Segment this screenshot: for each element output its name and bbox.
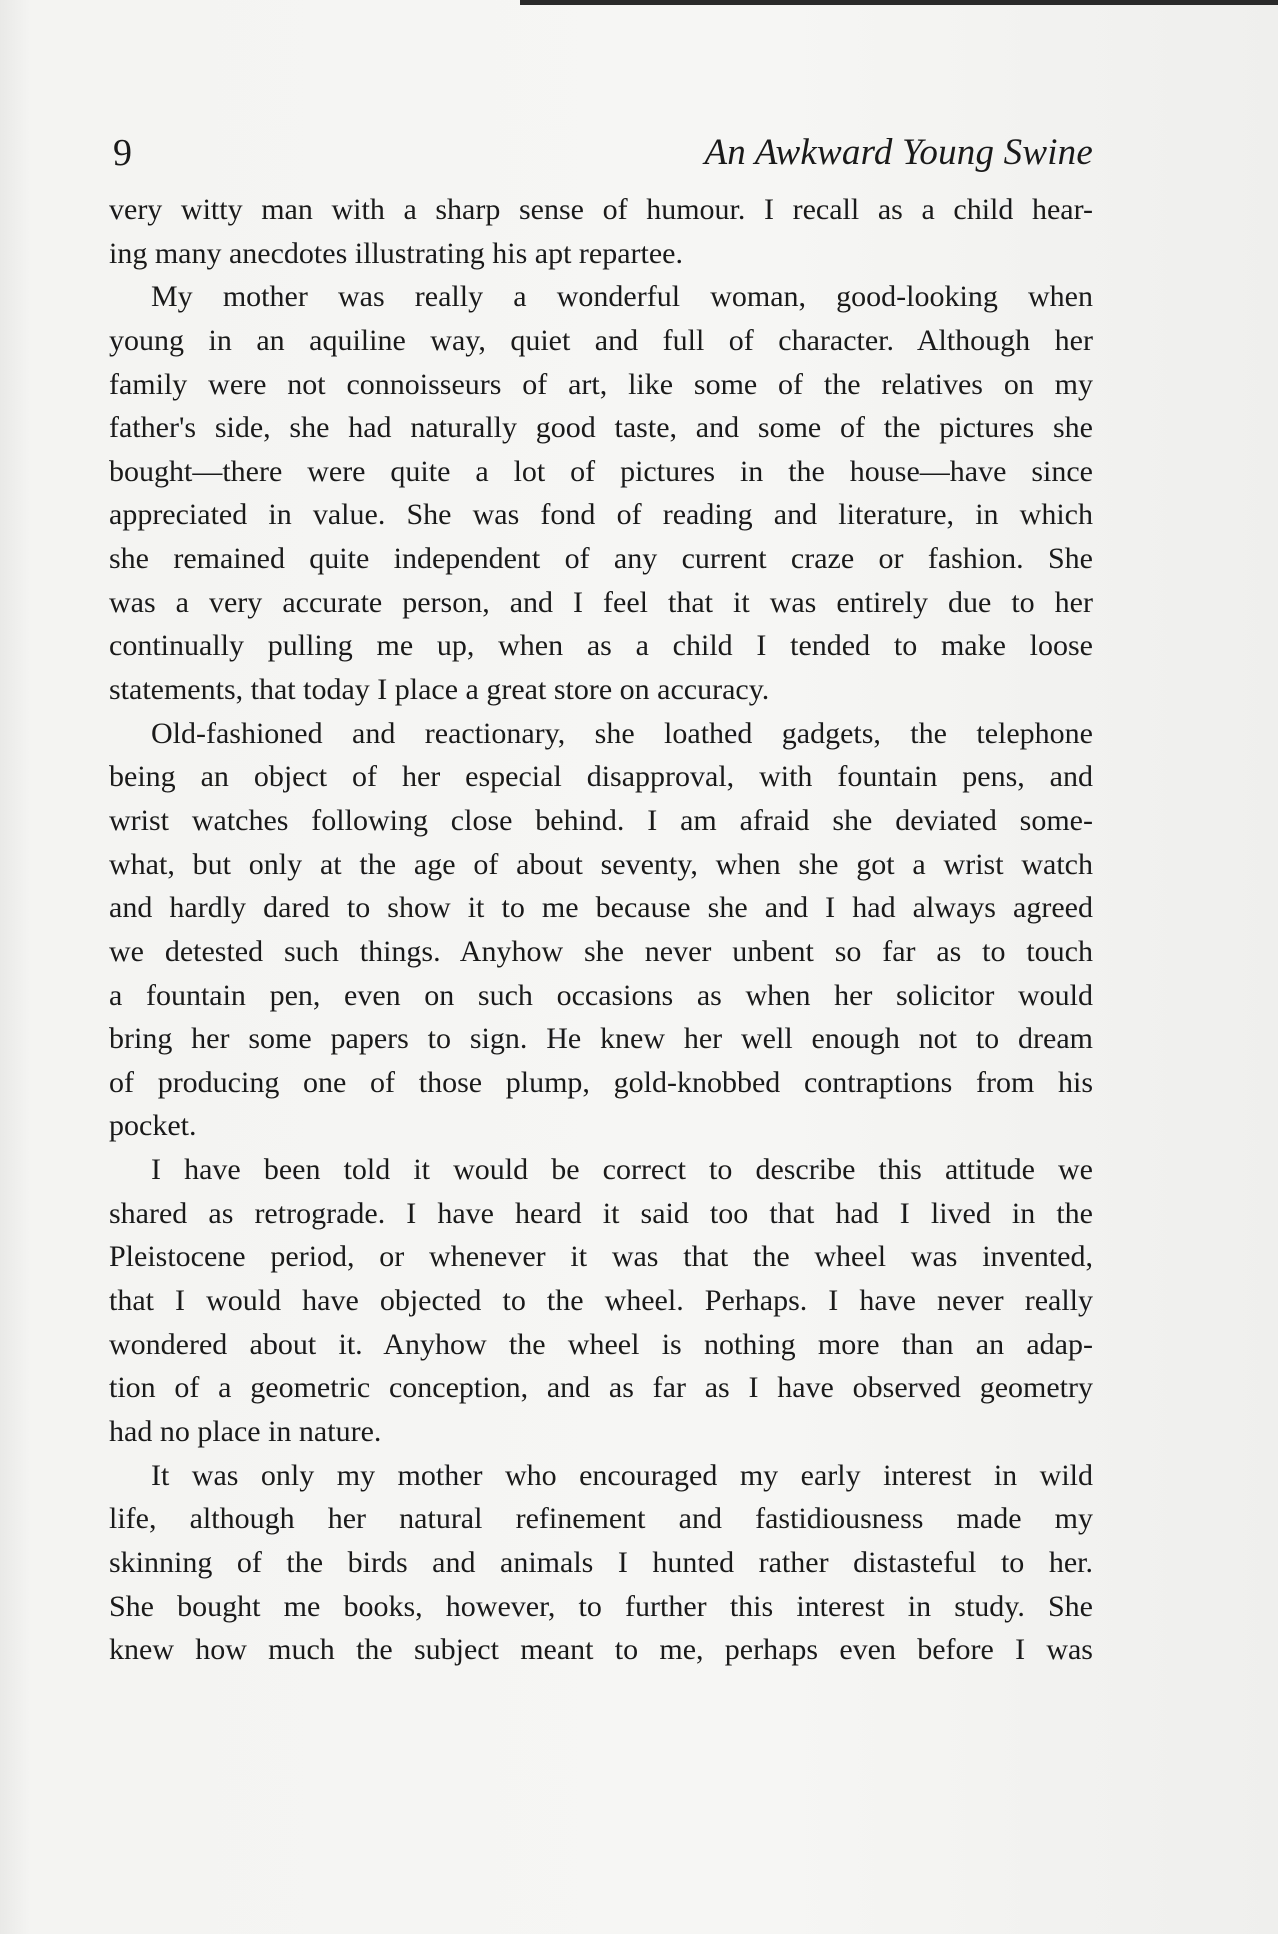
text-line: It was only my mother who encouraged my early interest in wild	[151, 1458, 1093, 1492]
text-line: had no place in nature.	[109, 1414, 382, 1448]
text-line: a fountain pen, even on such occasions as when her solicitor would	[109, 978, 1093, 1012]
text-line: and hardly dared to show it to me because she and I had always agreed	[109, 891, 1093, 925]
text-line: shared as retrograde. I have heard it said too that had I lived in the	[109, 1196, 1093, 1230]
text-line: Pleistocene period, or whenever it was that the wheel was invented,	[109, 1240, 1093, 1274]
text-line: statements, that today I place a great store on accuracy.	[109, 673, 770, 707]
text-line: appreciated in value. She was fond of reading and literature, in which	[109, 498, 1093, 532]
text-line: tion of a geometric conception, and as far as I have observed geometry	[109, 1371, 1093, 1405]
text-line: bring her some papers to sign. He knew her well enough not to dream	[109, 1022, 1093, 1056]
text-line: being an object of her especial disapproval, with fountain pens, and	[109, 760, 1093, 794]
text-line: wrist watches following close behind. I am afraid she deviated some-	[109, 803, 1093, 837]
text-line: of producing one of those plump, gold-knobbed contraptions from his	[109, 1065, 1093, 1099]
text-line: My mother was really a wonderful woman, good-looking when	[151, 280, 1093, 314]
text-line: continually pulling me up, when as a child I tended to make loose	[109, 629, 1093, 663]
text-line: that I would have objected to the wheel. Perhaps. I have never really	[109, 1284, 1093, 1318]
text-line: I have been told it would be correct to describe this attitude we	[151, 1153, 1093, 1187]
page-number: 9	[113, 132, 132, 174]
text-line: knew how much the subject meant to me, perhaps even before I was	[109, 1633, 1093, 1667]
page-header	[113, 128, 1093, 178]
body-text	[109, 188, 1093, 1672]
text-line: life, although her natural refinement and fastidiousness made my	[109, 1502, 1093, 1536]
text-line: ing many anecdotes illustrating his apt repartee.	[109, 236, 683, 270]
text-line: Old-fashioned and reactionary, she loathed gadgets, the telephone	[151, 716, 1093, 750]
text-line: very witty man with a sharp sense of humour. I recall as a child hear-	[109, 193, 1093, 226]
text-line: bought—there were quite a lot of pictures in the house—have since	[109, 454, 1093, 488]
text-line: was a very accurate person, and I feel that it was entirely due to her	[109, 585, 1093, 619]
text-line: what, but only at the age of about seventy, when she got a wrist watch	[109, 847, 1093, 881]
text-line: we detested such things. Anyhow she never unbent so far as to touch	[109, 934, 1093, 968]
text-line: She bought me books, however, to further this interest in study. She	[109, 1589, 1093, 1623]
text-line: pocket.	[109, 1109, 197, 1143]
text-line: father's side, she had naturally good taste, and some of the pictures she	[109, 411, 1093, 445]
text-line: young in an aquiline way, quiet and full of character. Although her	[109, 323, 1093, 357]
text-line: family were not connoisseurs of art, like some of the relatives on my	[109, 367, 1093, 401]
running-title: An Awkward Young Swine	[704, 132, 1093, 173]
text-line: she remained quite independent of any current craze or fashion. She	[109, 542, 1093, 576]
page-top-edge	[520, 0, 1278, 5]
text-line: wondered about it. Anyhow the wheel is nothing more than an adap-	[109, 1327, 1093, 1361]
text-line: skinning of the birds and animals I hunted rather distasteful to her.	[109, 1545, 1093, 1579]
